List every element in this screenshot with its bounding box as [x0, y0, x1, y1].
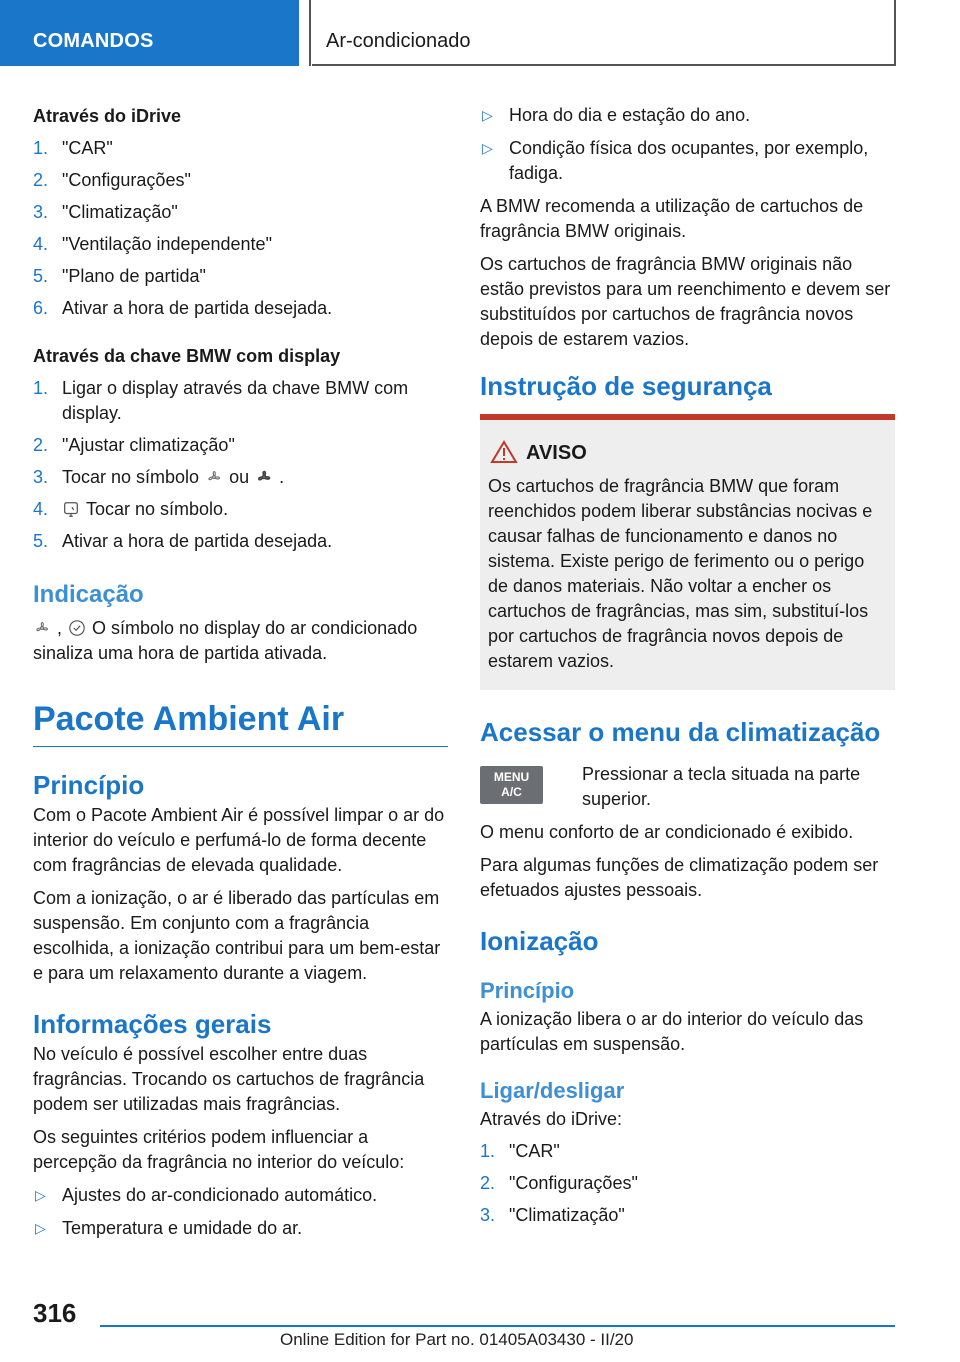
step-number: 2.	[33, 435, 49, 455]
step-number: 2.	[33, 170, 49, 190]
key-steps	[33, 376, 448, 554]
page-number: 316	[33, 1298, 77, 1328]
criterion-text: Temperatura e umidade do ar.	[62, 1218, 303, 1238]
page-header	[0, 0, 960, 66]
warning-box	[480, 414, 895, 690]
section-tab: COMANDOS	[0, 0, 299, 66]
triangle-bullet-icon: ▷	[35, 1187, 46, 1203]
step-number: 4.	[33, 499, 49, 519]
list-item	[33, 200, 448, 225]
on-off-paragraph: Através do iDrive:	[480, 1109, 623, 1129]
list-item	[480, 1139, 895, 1164]
step-text: ou	[229, 467, 250, 487]
step-text: "CAR"	[62, 138, 113, 158]
step-number: 1.	[33, 378, 49, 398]
safety-heading: Instrução de segurança	[480, 371, 772, 401]
recommend-paragraph: A BMW recomenda a utilização de cartuchos de fragrância BMW originais.	[480, 196, 864, 241]
key-heading: Através da chave BMW com display	[33, 346, 341, 366]
general-info-heading: Informações gerais	[33, 1009, 272, 1039]
phone-touch-icon	[62, 500, 80, 518]
step-text: Tocar no símbolo.	[86, 499, 229, 519]
step-text: "CAR"	[509, 1141, 560, 1161]
step-number: 1.	[33, 138, 49, 158]
list-item	[33, 497, 448, 522]
clock-icon	[68, 619, 86, 637]
criteria-list-continued	[480, 103, 895, 186]
list-item	[33, 136, 448, 161]
principle-paragraph-2: Com a ionização, o ar é liberado das partículas em suspensão. Em conjunto com a fragrância escolhida, a ionização contribui para um bem-estar e para um relaxamento durante a viagem.	[33, 888, 441, 983]
menu-ac-key	[480, 766, 543, 804]
list-item	[33, 1216, 448, 1241]
idrive-heading: Através do iDrive	[33, 106, 182, 126]
step-number: 3.	[33, 467, 49, 487]
step-number: 1.	[480, 1141, 496, 1161]
idrive-steps	[33, 136, 448, 321]
principle-paragraph-1: Com o Pacote Ambient Air é possível limpar o ar do interior do veículo e perfumá-lo de forma decente com fragrâncias de elevada qualidade.	[33, 805, 445, 875]
footer-rule	[100, 1325, 895, 1327]
warning-triangle-icon	[490, 440, 518, 464]
menu-heading: Acessar o menu da climatização	[480, 717, 881, 747]
warning-text: Os cartuchos de fragrância BMW que foram reenchidos podem liberar substâncias nocivas e causar falhas de funcionamento e danos no sistema. Existe perigo de ferimento ou o perigo de danos materiais. Não voltar a encher os cartuchos de fragrâncias, mas sim, substituí-los por cartuchos de fragrância novos depois de estarem vazios.	[488, 476, 873, 671]
step-text: "Plano de partida"	[62, 266, 206, 286]
criterion-text: Hora do dia e estação do ano.	[509, 105, 751, 125]
fan-icon	[205, 468, 223, 486]
on-off-heading: Ligar/desligar	[480, 1078, 625, 1103]
chapter-title: Ar-condicionado	[312, 0, 896, 66]
list-item	[480, 1203, 895, 1228]
list-item	[480, 136, 895, 186]
note-heading: Indicação	[33, 581, 144, 608]
menu-paragraph-1: O menu conforto de ar condicionado é exibido.	[480, 822, 854, 842]
general-paragraph-2: Os seguintes critérios podem influenciar a percepção da fragrância no interior do veículo:	[33, 1127, 405, 1172]
menu-key-label: A/C	[501, 785, 522, 799]
list-item	[33, 264, 448, 289]
menu-key-label: MENU	[493, 770, 530, 784]
list-item	[33, 433, 448, 458]
step-number: 3.	[33, 202, 49, 222]
menu-instruction	[480, 762, 895, 812]
left-column	[33, 100, 448, 1241]
triangle-bullet-icon: ▷	[35, 1220, 46, 1236]
criterion-text: Ajustes do ar-condicionado automático.	[62, 1185, 378, 1205]
step-number: 2.	[480, 1173, 496, 1193]
criterion-text: Condição física dos ocupantes, por exemplo, fadiga.	[509, 138, 869, 183]
list-item	[480, 1171, 895, 1196]
principle-heading: Princípio	[33, 770, 145, 800]
triangle-bullet-icon: ▷	[482, 140, 493, 156]
list-item	[33, 232, 448, 257]
step-text: "Climatização"	[62, 202, 178, 222]
on-off-steps	[480, 1139, 895, 1228]
warning-title	[488, 440, 887, 466]
ionization-heading: Ionização	[480, 926, 599, 956]
note-paragraph	[33, 616, 448, 666]
criteria-list	[33, 1183, 448, 1241]
header-separator	[309, 0, 311, 66]
ionization-paragraph: A ionização libera o ar do interior do veículo das partículas em suspensão.	[480, 1009, 864, 1054]
menu-instruction-text: Pressionar a tecla situada na parte superior.	[582, 764, 861, 809]
step-text: Ativar a hora de partida desejada.	[62, 298, 333, 318]
warning-label: AVISO	[526, 442, 587, 464]
step-text: "Climatização"	[509, 1205, 625, 1225]
general-paragraph-1: No veículo é possível escolher entre duas fragrâncias. Trocando os cartuchos de fragrância podem ser utilizadas mais fragrâncias.	[33, 1044, 425, 1114]
step-text: "Configurações"	[62, 170, 191, 190]
step-number: 5.	[33, 531, 49, 551]
list-item	[33, 296, 448, 321]
step-text: Ativar a hora de partida desejada.	[62, 531, 333, 551]
step-number: 5.	[33, 266, 49, 286]
step-number: 6.	[33, 298, 49, 318]
ambient-air-heading: Pacote Ambient Air	[33, 698, 448, 747]
list-item	[33, 465, 448, 490]
step-text: "Ventilação independente"	[62, 234, 272, 254]
list-item	[33, 376, 448, 426]
step-text: Tocar no símbolo	[62, 467, 200, 487]
step-text: "Configurações"	[509, 1173, 638, 1193]
cartridge-paragraph: Os cartuchos de fragrância BMW originais não estão previstos para um reenchimento e devem ser substituídos por cartuchos de fragrância novos depois de estarem vazios.	[480, 254, 891, 349]
note-comma: ,	[57, 618, 63, 638]
step-text: .	[279, 467, 285, 487]
step-text: "Ajustar climatização"	[62, 435, 235, 455]
note-text: O símbolo no display do ar condicionado sinaliza uma hora de partida ativada.	[33, 618, 418, 663]
list-item	[480, 103, 895, 128]
list-item	[33, 1183, 448, 1208]
step-number: 3.	[480, 1205, 496, 1225]
step-text: Ligar o display através da chave BMW com display.	[62, 378, 409, 423]
ionization-principle-heading: Princípio	[480, 978, 575, 1003]
list-item	[33, 168, 448, 193]
fan-icon	[33, 619, 51, 637]
right-column	[480, 100, 895, 1228]
list-item	[33, 529, 448, 554]
step-number: 4.	[33, 234, 49, 254]
edition-note: Online Edition for Part no. 01405A03430 - II/20	[280, 1330, 634, 1349]
fan-bold-icon	[255, 468, 273, 486]
triangle-bullet-icon: ▷	[482, 107, 493, 123]
menu-paragraph-2: Para algumas funções de climatização podem ser efetuados ajustes pessoais.	[480, 855, 879, 900]
